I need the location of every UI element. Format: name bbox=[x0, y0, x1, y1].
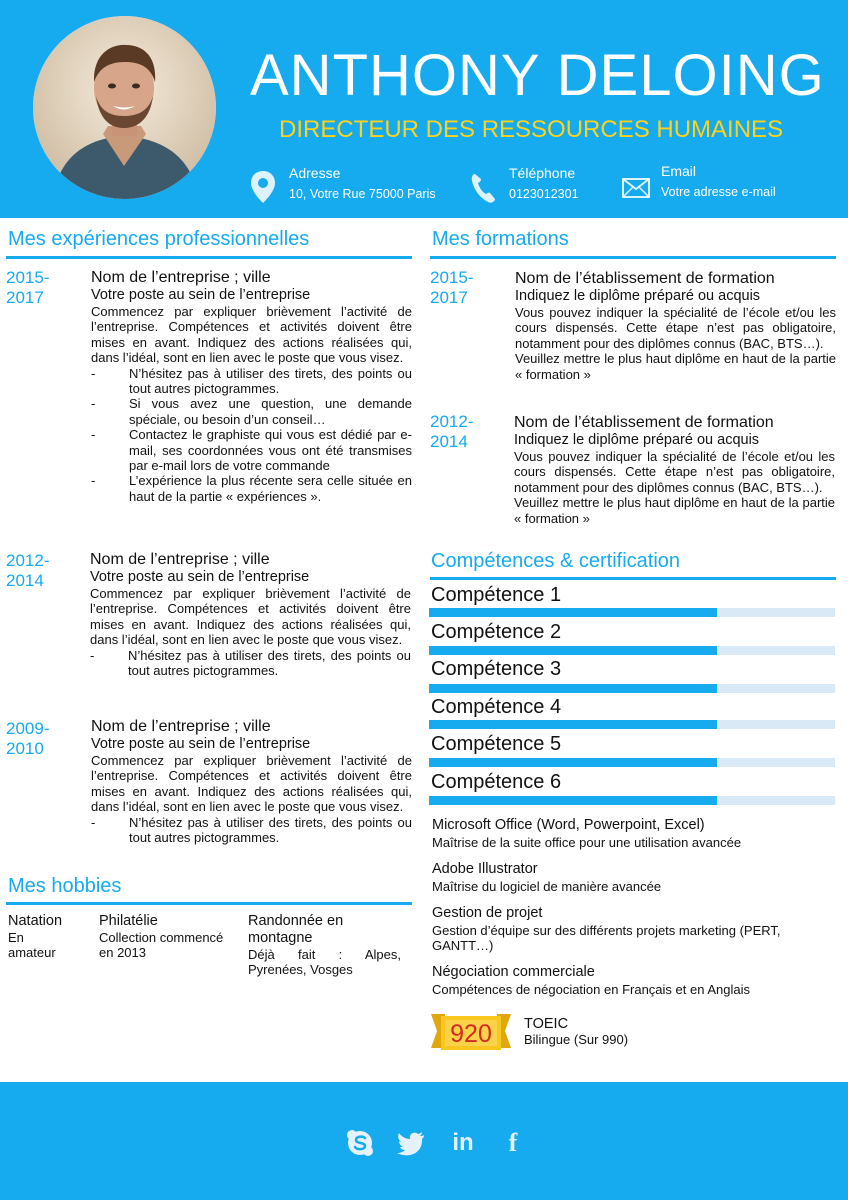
skill-desc: Maîtrise du logiciel de manière avancée bbox=[432, 879, 662, 894]
education-note: Veuillez mettre le plus haut diplôme en haut de la partie « formation » bbox=[514, 495, 835, 526]
competence-bar-fill bbox=[429, 646, 717, 655]
contact-address-label: Adresse bbox=[289, 165, 341, 181]
skill-item bbox=[432, 905, 832, 954]
hobby-desc: Déjà fait : Alpes, Pyrenées, Vosges bbox=[248, 947, 401, 978]
toeic-title: TOEIC bbox=[524, 1016, 569, 1032]
experience-years: 2012- 2014 bbox=[6, 551, 50, 590]
skill-title: Négociation commerciale bbox=[432, 964, 595, 980]
hobby-desc: En amateur bbox=[8, 930, 56, 961]
education-divider bbox=[430, 256, 836, 259]
competence-name: Compétence 6 bbox=[431, 771, 562, 793]
experience-years: 2015- 2017 bbox=[6, 268, 50, 307]
envelope-icon bbox=[622, 178, 650, 198]
education-degree: Indiquez le diplôme préparé ou acquis bbox=[515, 288, 761, 304]
competence-bar bbox=[429, 720, 835, 729]
competence-name: Compétence 2 bbox=[431, 621, 562, 643]
contact-phone-label: Téléphone bbox=[509, 165, 576, 181]
facebook-icon[interactable]: f bbox=[508, 1128, 518, 1157]
skill-item bbox=[432, 817, 832, 850]
profile-photo bbox=[33, 16, 216, 199]
experience-company: Nom de l’entreprise ; ville bbox=[90, 551, 270, 568]
hobby-title: Randonnée en montagne bbox=[248, 913, 344, 946]
experience-description: Commencez par expliquer brièvement l’activité de l’entreprise. Compétences et activités doivent être mises en avant. Indiquez des actions réalisées qui, dans l’idéal, sont en lien avec le poste que vous visez. bbox=[91, 304, 412, 366]
twitter-icon[interactable] bbox=[396, 1128, 426, 1158]
experience-bullet: - L’expérience la plus récente sera celle située en haut de la partie « expériences ». bbox=[91, 473, 412, 504]
experience-entry bbox=[90, 551, 411, 678]
experience-entry bbox=[91, 269, 412, 504]
experience-bullet: - Si vous avez une question, une demande spéciale, ou besoin d’un conseil… bbox=[91, 396, 412, 427]
hobbies-divider bbox=[6, 902, 412, 905]
contact-address bbox=[289, 164, 436, 203]
experience-bullet: - N’hésitez pas à utiliser des tirets, des points ou tout autres pictogrammes. bbox=[90, 648, 411, 679]
toeic-desc: Bilingue (Sur 990) bbox=[524, 1032, 629, 1047]
competence-bar-fill bbox=[429, 720, 717, 729]
hobby-title: Philatélie bbox=[99, 913, 158, 929]
contact-address-value: 10, Votre Rue 75000 Paris bbox=[289, 187, 436, 201]
education-note: Veuillez mettre le plus haut diplôme en haut de la partie « formation » bbox=[515, 351, 836, 382]
competence-bar bbox=[429, 608, 835, 617]
experience-company: Nom de l’entreprise ; ville bbox=[91, 718, 271, 735]
experience-company: Nom de l’entreprise ; ville bbox=[91, 269, 271, 286]
competence-name: Compétence 3 bbox=[431, 658, 562, 680]
experience-section-title: Mes expériences professionnelles bbox=[8, 228, 310, 250]
job-title: DIRECTEUR DES RESSOURCES HUMAINES bbox=[279, 116, 784, 143]
contact-email-label: Email bbox=[661, 163, 697, 179]
hobby-item bbox=[99, 913, 231, 961]
experience-divider bbox=[6, 256, 412, 259]
education-degree: Indiquez le diplôme préparé ou acquis bbox=[514, 432, 760, 448]
contact-phone bbox=[509, 164, 579, 203]
skill-desc: Gestion d’équipe sur des différents projets marketing (PERT, GANTT…) bbox=[432, 923, 781, 954]
experience-position: Votre poste au sein de l’entreprise bbox=[90, 569, 310, 585]
education-section-title: Mes formations bbox=[432, 228, 569, 250]
education-years: 2015- 2017 bbox=[430, 268, 474, 307]
skill-item bbox=[432, 964, 832, 997]
experience-position: Votre poste au sein de l’entreprise bbox=[91, 736, 311, 752]
contact-email bbox=[661, 162, 776, 201]
linkedin-icon[interactable]: in bbox=[452, 1129, 474, 1156]
education-school: Nom de l’établissement de formation bbox=[515, 270, 775, 287]
skill-title: Microsoft Office (Word, Powerpoint, Excel) bbox=[432, 817, 705, 833]
skill-title: Gestion de projet bbox=[432, 905, 543, 921]
competence-bar bbox=[429, 796, 835, 805]
experience-description: Commencez par expliquer brièvement l’activité de l’entreprise. Compétences et activités doivent être mises en avant. Indiquez des actions réalisées qui, dans l’idéal, sont en lien avec le poste que vous visez. bbox=[90, 586, 411, 648]
candidate-name: ANTHONY DELOING bbox=[250, 43, 825, 108]
experience-bullet: - Contactez le graphiste qui vous est dédié par e-mail, ses coordonnées vous ont été transmises par e-mail lors de votre commande bbox=[91, 427, 412, 473]
education-entry bbox=[515, 270, 836, 382]
education-description: Vous pouvez indiquer la spécialité de l’école et/ou les cours dispensés. Cette étape n’est pas obligatoire, notamment pour des diplômes connus (BAC, BTS…). bbox=[514, 449, 835, 495]
competence-bar-fill bbox=[429, 608, 717, 617]
competence-bar bbox=[429, 684, 835, 693]
experience-entry bbox=[91, 718, 412, 845]
toeic-score: 920 bbox=[450, 1020, 492, 1048]
education-school: Nom de l’établissement de formation bbox=[514, 414, 774, 431]
competence-bar-fill bbox=[429, 758, 717, 767]
competence-name: Compétence 5 bbox=[431, 733, 562, 755]
skill-desc: Compétences de négociation en Français et en Anglais bbox=[432, 982, 750, 997]
phone-icon bbox=[470, 172, 496, 204]
experience-description: Commencez par expliquer brièvement l’activité de l’entreprise. Compétences et activités doivent être mises en avant. Indiquez des actions réalisées qui, dans l’idéal, sont en lien avec le poste que vous visez. bbox=[91, 753, 412, 815]
competence-name: Compétence 4 bbox=[431, 696, 562, 718]
competence-bar bbox=[429, 646, 835, 655]
contact-email-value: Votre adresse e-mail bbox=[661, 185, 776, 199]
competences-section-title: Compétences & certification bbox=[431, 550, 681, 572]
education-entry bbox=[514, 414, 835, 526]
competence-bar-fill bbox=[429, 684, 717, 693]
competences-divider bbox=[430, 577, 836, 580]
skill-desc: Maîtrise de la suite office pour une utilisation avancée bbox=[432, 835, 742, 850]
competence-bar bbox=[429, 758, 835, 767]
hobby-desc: Collection commencé en 2013 bbox=[99, 930, 224, 961]
competence-bar-fill bbox=[429, 796, 717, 805]
hobby-item bbox=[248, 913, 401, 978]
experience-bullet: - N’hésitez pas à utiliser des tirets, des points ou tout autres pictogrammes. bbox=[91, 366, 412, 397]
experience-years: 2009- 2010 bbox=[6, 719, 50, 758]
hobby-title: Natation bbox=[8, 913, 63, 929]
skype-icon[interactable] bbox=[345, 1128, 375, 1158]
skill-title: Adobe Illustrator bbox=[432, 861, 538, 877]
competence-name: Compétence 1 bbox=[431, 584, 562, 606]
experience-bullet: - N’hésitez pas à utiliser des tirets, des points ou tout autres pictogrammes. bbox=[91, 815, 412, 846]
hobby-item bbox=[8, 913, 72, 961]
hobbies-section-title: Mes hobbies bbox=[8, 875, 122, 897]
contact-phone-value: 0123012301 bbox=[509, 187, 579, 201]
education-description: Vous pouvez indiquer la spécialité de l’école et/ou les cours dispensés. Cette étape n’est pas obligatoire, notamment pour des diplômes connus (BAC, BTS…). bbox=[515, 305, 836, 351]
map-pin-icon bbox=[250, 170, 276, 204]
experience-position: Votre poste au sein de l’entreprise bbox=[91, 287, 311, 303]
education-years: 2012- 2014 bbox=[430, 412, 474, 451]
skill-item bbox=[432, 861, 832, 894]
